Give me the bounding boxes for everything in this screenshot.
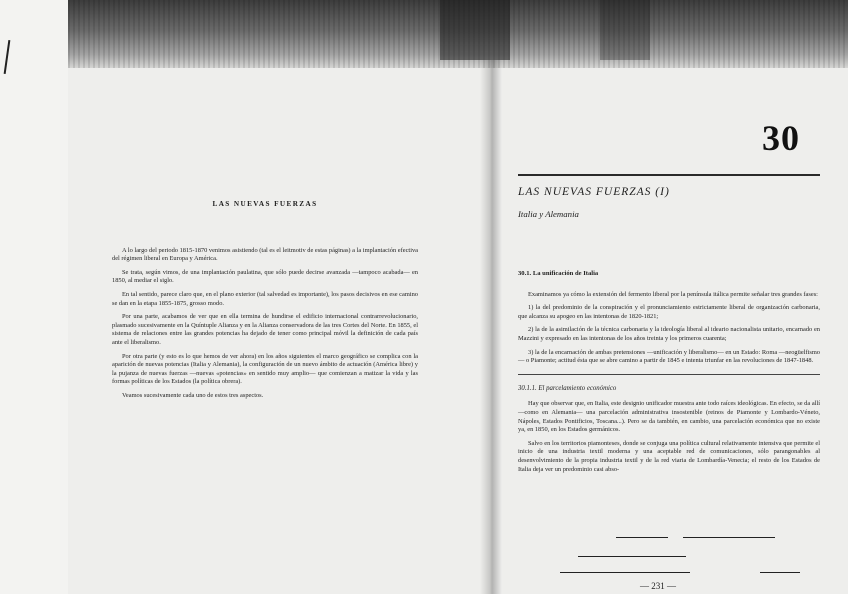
left-paragraph: Veamos sucesivamente cada uno de estos tres aspectos. bbox=[122, 391, 264, 399]
left-paragraph: Por otra parte (y esto es lo que hemos de ver ahora) en los años siguientes el marco geográfico se complica con la aparición de nuevas potencias (Italia y Alemania), la configuración de un nuevo ámbito de actuación (América libre) y la pujanza de nuevas fuerzas —nuevas «potencias» en sentido muy amplio— que comienzan a matizar la vida y las formas políticas de los Estados (la política obrera). bbox=[112, 352, 418, 386]
subsection-heading: 30.1.1. El parcelamiento económico bbox=[518, 384, 617, 392]
chapter-title: LAS NUEVAS FUERZAS (I) bbox=[518, 186, 670, 198]
right-paragraph: Examinamos ya cómo la extensión del fermento liberal por la península itálica permite señalar tres grandes fases: bbox=[528, 290, 818, 298]
left-page bbox=[112, 200, 418, 406]
pen-underline bbox=[760, 572, 800, 573]
pen-underline bbox=[616, 537, 668, 538]
chapter-number: 30 bbox=[762, 118, 800, 158]
pen-underline bbox=[683, 537, 775, 538]
list-item: 1) la del predominio de la conspiración y el pronunciamiento estrictamente liberal de organización carbonaria, que alcanza su apogeo en las intentonas de 1820-1821; bbox=[518, 304, 820, 320]
right-paragraph: Hay que observar que, en Italia, este designio unificador muestra ante todo raíces ideológicas. En efecto, se da allí —como en Alemania— una parcelación administrativa insostenible (reinos de Piamonte y Lombardo-Véneto, Nápoles, Estados Pontificios, Toscana...). Pero se da también, en cambio, una parcelación económica que no existe ya, en 1850, en los Estados germánicos. bbox=[518, 400, 820, 434]
book-gutter bbox=[480, 60, 502, 594]
page-number: — 231 — bbox=[640, 581, 676, 591]
left-paragraph: Por una parte, acabamos de ver que en ella termina de hundirse el edificio internacional contrarrevolucionario, plasmado sucesivamente en la Quíntuple Alianza y en la Alianza conservadora de las tres Cortes del Norte. En 1855, el sistema de relaciones entre las grandes potencias ha dejado de tener como principal móvil la definición de cada país ante el liberalismo. bbox=[112, 313, 418, 346]
scan-left-margin bbox=[0, 0, 68, 594]
pen-underline bbox=[578, 556, 686, 557]
left-paragraph: A lo largo del periodo 1815-1870 venimos asistiendo (tal es el leitmotiv de estas páginas) a la implantación efectiva del régimen liberal en Europa y América. bbox=[112, 246, 418, 263]
list-item: 3) la de la encarnación de ambas pretensiones —unificación y liberalismo— en un Estado: Roma —neogüelfismo— o Piamonte; actitud ésta que se abre camino a partir de 1845 e intenta triunfar en las revoluciones de 1847-1848. bbox=[518, 348, 820, 365]
left-page-title: LAS NUEVAS FUERZAS bbox=[212, 200, 318, 208]
chapter-rule bbox=[518, 174, 820, 176]
section-divider bbox=[518, 374, 820, 375]
left-paragraph: Se trata, según vimos, de una implantación paulatina, que sólo puede decirse avanzada —tampoco acabada— en 1850, al mediar el siglo. bbox=[112, 268, 418, 285]
section-heading: 30.1. La unificación de Italia bbox=[518, 270, 599, 277]
right-paragraph: Salvo en los territorios piamonteses, donde se conjuga una política cultural relativamente intensiva que permite el inicio de una industria textil moderna y una aceptable red de comunicaciones, sólo parangonables al desenvolvimiento de la propia industria textil y de la red viaria de Lombardía-Venecia; el resto de los Estados de Italia deja ver un predominio casi abso- bbox=[518, 439, 820, 473]
right-page-body bbox=[518, 270, 820, 479]
scan-dark-patch bbox=[600, 0, 650, 60]
scan-dark-patch bbox=[440, 0, 510, 60]
list-item: 2) la de la asimilación de la técnica carbonaria y la ideología liberal al ideario nacionalista unitario, encarnado en Mazzini y expresado en las intentonas de los años treinta y los primeros cuarenta; bbox=[518, 326, 820, 342]
chapter-subtitle: Italia y Alemania bbox=[518, 209, 579, 219]
pen-underline bbox=[560, 572, 690, 573]
left-paragraph: En tal sentido, parece claro que, en el plano exterior (tal salvedad es importante), los pasos decisivos en ese camino se dan en la etapa 1855-1875, grosso modo. bbox=[112, 290, 418, 307]
